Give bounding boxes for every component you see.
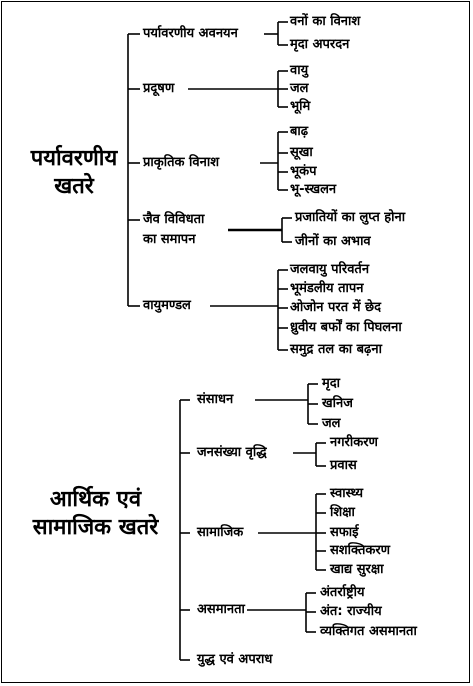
branch-label: जनसंख्या वृद्धि (197, 445, 267, 460)
branch-label: प्राकृतिक विनाश (143, 155, 220, 170)
leaf-label: भूमि (290, 99, 311, 114)
section1-title-line2: खतरे (54, 173, 94, 199)
leaf-label: जीनों का अभाव (295, 234, 371, 249)
branch-label: सामाजिक (197, 525, 244, 540)
leaf-label: भूकंप (290, 164, 317, 179)
leaf-label: वनों का विनाश (290, 14, 361, 29)
section2-title-line2: सामाजिक खतरे (32, 514, 159, 540)
leaf-label: सशक्तिकरण (330, 543, 391, 558)
leaf-label: सफाई (330, 525, 359, 540)
leaf-label: खनिज (322, 396, 353, 411)
section1-title (14, 145, 134, 200)
leaf-label: मृदा (322, 376, 341, 391)
branch-label: पर्यावरणीय अवनयन (143, 26, 238, 41)
branch-label: संसाधन (197, 392, 234, 407)
branch-label: असमानता (197, 602, 245, 617)
leaf-label: खाद्य सुरक्षा (330, 562, 384, 577)
leaf-label: ध्रुवीय बर्फों का पिघलना (290, 320, 402, 335)
branch-label: प्रदूषण (143, 81, 175, 96)
leaf-label: भूमंडलीय तापन (290, 281, 364, 296)
branch-label-line2: का समापन (143, 232, 196, 247)
leaf-label: भू-स्खलन (290, 182, 337, 197)
section2-title (8, 486, 183, 541)
branch-label: वायुमण्डल (143, 298, 191, 313)
leaf-label: बाढ़ (290, 124, 309, 139)
leaf-label: जल (322, 416, 341, 431)
leaf-label: प्रजातियों का लुप्त होना (295, 210, 406, 225)
branch-label-line1: जैव विविधता (143, 212, 205, 227)
leaf-label: स्वास्थ्य (330, 486, 364, 501)
section2-title-line1: आर्थिक एवं (49, 487, 142, 512)
leaf-label: ओजोन परत में छेद (290, 300, 382, 315)
leaf-label: अंतर्राष्ट्रीय (320, 585, 365, 600)
leaf-label: अंत: राज्यीय (320, 604, 382, 619)
leaf-label: जलवायु परिवर्तन (290, 262, 370, 277)
leaf-label: नगरीकरण (330, 435, 378, 450)
leaf-label: प्रवास (330, 458, 357, 473)
leaf-label: मृदा अपरदन (290, 37, 350, 52)
section1-title-line1: पर्यावरणीय (30, 146, 118, 171)
leaf-label: सूखा (290, 145, 313, 160)
leaf-label: वायु (290, 63, 309, 78)
leaf-label: व्यक्तिगत असमानता (320, 624, 417, 639)
leaf-label: समुद्र तल का बढ़ना (290, 342, 382, 357)
leaf-label: जल (290, 81, 309, 96)
branch-label: युद्ध एवं अपराध (197, 652, 273, 667)
leaf-label: शिक्षा (330, 505, 355, 520)
